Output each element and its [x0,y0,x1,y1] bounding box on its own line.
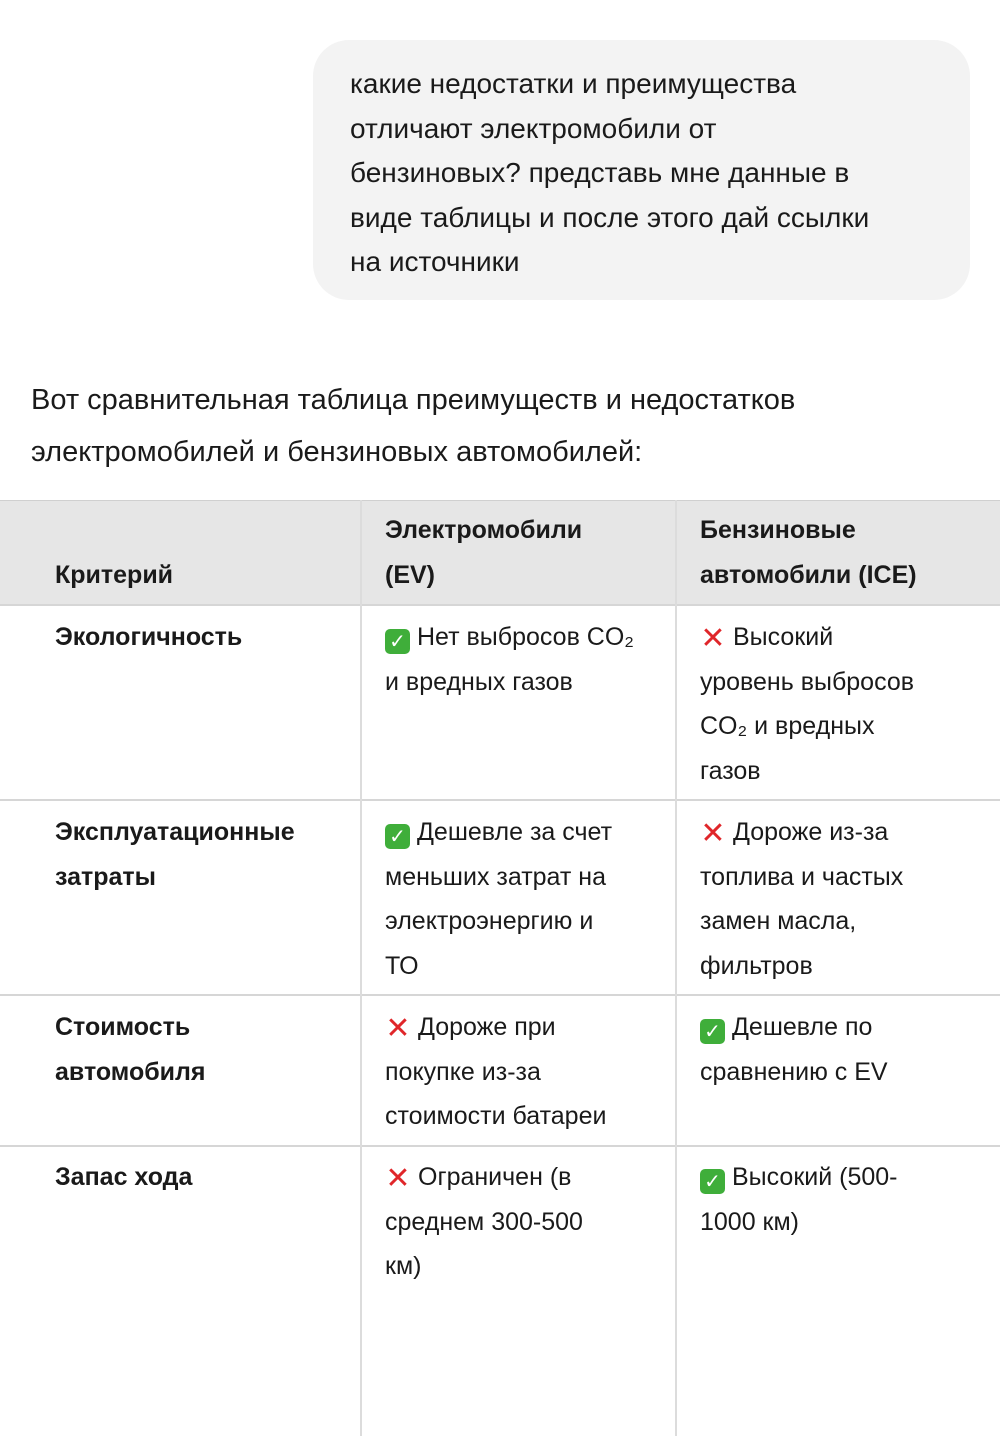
user-message-line: на источники [350,246,520,277]
user-message-line: виде таблицы и после этого дай ссылки [350,201,870,233]
cross-mark-icon: ✕ [385,1011,411,1046]
column-divider [675,500,677,1436]
table-row-criterion: Эксплуатационные затраты [55,818,295,891]
user-message-line: какие недостатки и преимущества [350,68,797,99]
header-ev: Электромобили (EV) [385,516,583,589]
assistant-intro-line: электромобилей и бензиновых автомобилей: [31,436,643,468]
row-divider [0,994,1000,996]
cross-mark-icon: ✕ [700,621,726,656]
comparison-table [0,500,1000,1436]
column-divider [360,500,362,1436]
check-mark-icon: ✓ [385,824,410,849]
table-row-ice-cell: ✕ Дороже из-за топлива и частых замен масла, фильтров [700,816,904,980]
check-mark-icon: ✓ [700,1019,725,1044]
table-row-ev-cell: ✕ Ограничен (в среднем 300-500 км) [385,1161,583,1280]
user-message-line: бензиновых? представь мне данные в [350,157,850,188]
user-message-line: отличают электромобили от [350,112,717,144]
table-row-ev-cell: ✓ Нет выбросов CO₂ и вредных газов [385,623,635,696]
assistant-intro-line: Вот сравнительная таблица преимуществ и недостатков [31,384,796,416]
header-criterion: Критерий [55,561,174,589]
table-row-criterion: Стоимость автомобиля [55,1013,206,1086]
check-mark-icon: ✓ [700,1169,725,1194]
row-divider [0,799,1000,801]
check-mark-icon: ✓ [385,629,410,654]
table-row-criterion: Запас хода [55,1163,193,1191]
table-row-ice-cell: ✓ Дешевле по сравнению с EV [700,1013,888,1086]
table-row-ice-cell: ✕ Высокий уровень выбросов CO₂ и вредных газов [700,621,915,785]
cross-mark-icon: ✕ [700,816,726,851]
table-row-ev-cell: ✓ Дешевле за счет меньших затрат на электроэнергию и ТО [385,818,613,980]
table-row-ice-cell: ✓ Высокий (500- 1000 км) [700,1163,898,1236]
assistant-intro-text [31,374,971,478]
user-message-bubble [313,40,970,300]
table-row-ev-cell: ✕ Дороже при покупке из-за стоимости батареи [385,1011,607,1130]
row-divider [0,1145,1000,1147]
header-ice: Бензиновые автомобили (ICE) [700,516,917,589]
cross-mark-icon: ✕ [385,1161,411,1196]
row-divider [0,604,1000,606]
table-row-criterion: Экологичность [55,623,243,651]
